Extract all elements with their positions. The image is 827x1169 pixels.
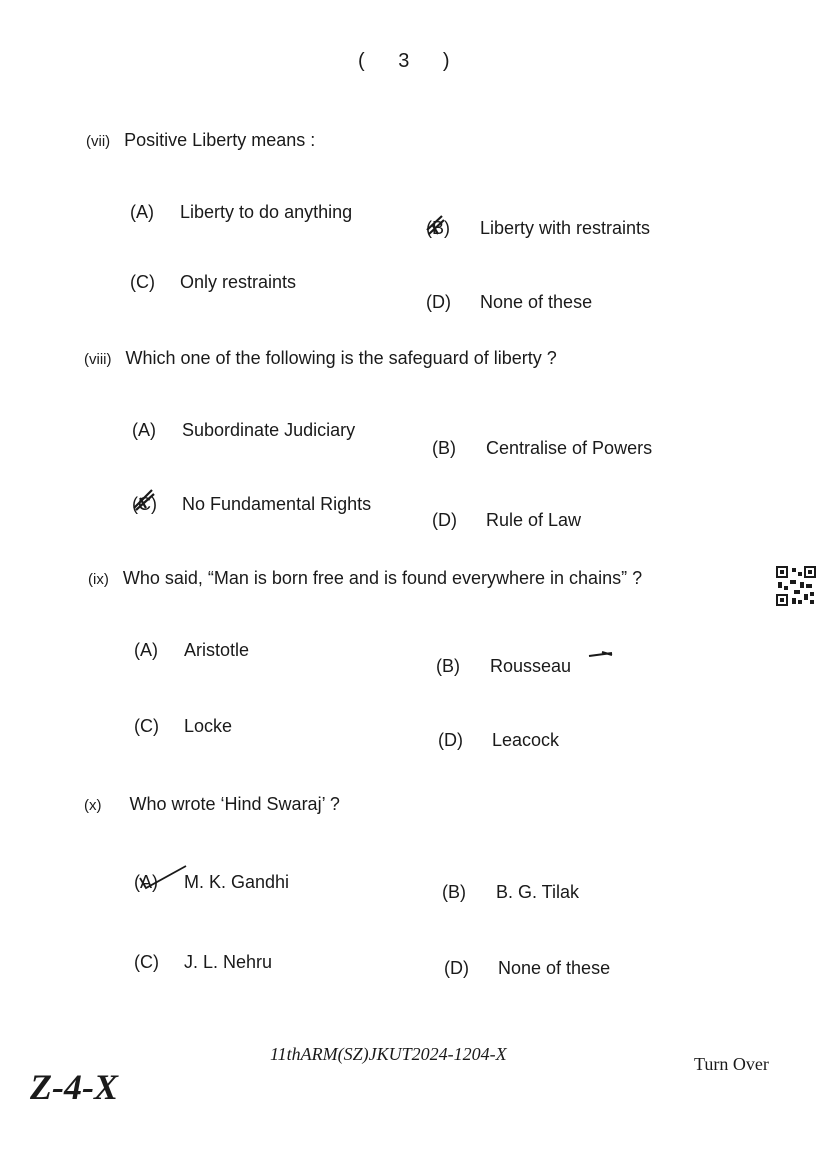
option-label-marked — [134, 872, 184, 893]
option-c[interactable] — [134, 952, 272, 973]
option-label-marked — [132, 494, 182, 515]
option-text: M. K. Gandhi — [184, 872, 290, 892]
question-ix — [88, 568, 642, 589]
option-label: (D) — [444, 958, 469, 978]
paper-code: 11thARM(SZ)JKUT2024-1204-X — [270, 1044, 507, 1064]
option-text: None of these — [498, 958, 611, 978]
option-b[interactable] — [436, 656, 571, 677]
option-text: Liberty to do anything — [180, 202, 353, 222]
page-number: ( 3 ) — [358, 50, 464, 72]
option-label: (C) — [130, 272, 155, 292]
option-d[interactable] — [432, 510, 581, 531]
question-text: Which one of the following is the safeguard of liberty ? — [125, 348, 557, 368]
question-number: (x) — [84, 797, 102, 814]
option-d[interactable] — [426, 292, 592, 313]
option-text: Locke — [184, 716, 233, 736]
option-label: (B) — [442, 882, 466, 902]
option-label: (C) — [132, 494, 157, 514]
option-label: (D) — [426, 292, 451, 312]
option-text: None of these — [480, 292, 593, 312]
option-label: (A) — [134, 872, 158, 892]
option-label: (A) — [132, 420, 156, 440]
pen-stroke-icon — [588, 650, 614, 660]
question-number: (viii) — [84, 351, 112, 368]
question-number: (vii) — [86, 133, 111, 150]
option-label: (B) — [426, 218, 450, 238]
option-c[interactable] — [130, 272, 296, 293]
option-text: B. G. Tilak — [496, 882, 580, 902]
option-d[interactable] — [444, 958, 610, 979]
option-text: Centralise of Powers — [486, 438, 653, 458]
option-label: (B) — [436, 656, 460, 676]
question-vii — [86, 130, 315, 151]
option-b[interactable] — [442, 882, 579, 903]
question-viii — [84, 348, 557, 369]
option-text: Liberty with restraints — [480, 218, 651, 238]
option-c[interactable] — [132, 494, 371, 515]
option-text: Leacock — [492, 730, 560, 750]
option-label: (D) — [432, 510, 457, 530]
option-a[interactable] — [134, 640, 249, 661]
set-code: Z-4-X — [30, 1067, 118, 1107]
option-a[interactable] — [134, 872, 289, 893]
option-label-marked — [426, 218, 480, 239]
option-label: (B) — [432, 438, 456, 458]
option-label: (A) — [130, 202, 154, 222]
option-text: Only restraints — [180, 272, 297, 292]
qr-code-icon — [776, 566, 816, 606]
question-number: (ix) — [88, 571, 109, 588]
option-text: No Fundamental Rights — [182, 494, 372, 514]
option-label: (A) — [134, 640, 158, 660]
turn-over-label: Turn Over — [694, 1054, 769, 1074]
option-text: Subordinate Judiciary — [182, 420, 356, 440]
option-text: Rousseau — [490, 656, 572, 676]
option-c[interactable] — [134, 716, 232, 737]
option-d[interactable] — [438, 730, 559, 751]
question-text: Who wrote ‘Hind Swaraj’ ? — [129, 794, 340, 814]
question-text: Who said, “Man is born free and is found everywhere in chains” ? — [122, 568, 643, 588]
question-x — [84, 794, 340, 815]
question-text: Positive Liberty means : — [124, 130, 316, 150]
option-text: Aristotle — [184, 640, 250, 660]
option-a[interactable] — [132, 420, 355, 441]
option-b[interactable] — [432, 438, 652, 459]
option-b[interactable] — [426, 218, 650, 239]
option-label: (C) — [134, 716, 159, 736]
option-text: Rule of Law — [486, 510, 582, 530]
option-text: J. L. Nehru — [184, 952, 273, 972]
option-a[interactable] — [130, 202, 352, 223]
option-label: (D) — [438, 730, 463, 750]
option-label: (C) — [134, 952, 159, 972]
